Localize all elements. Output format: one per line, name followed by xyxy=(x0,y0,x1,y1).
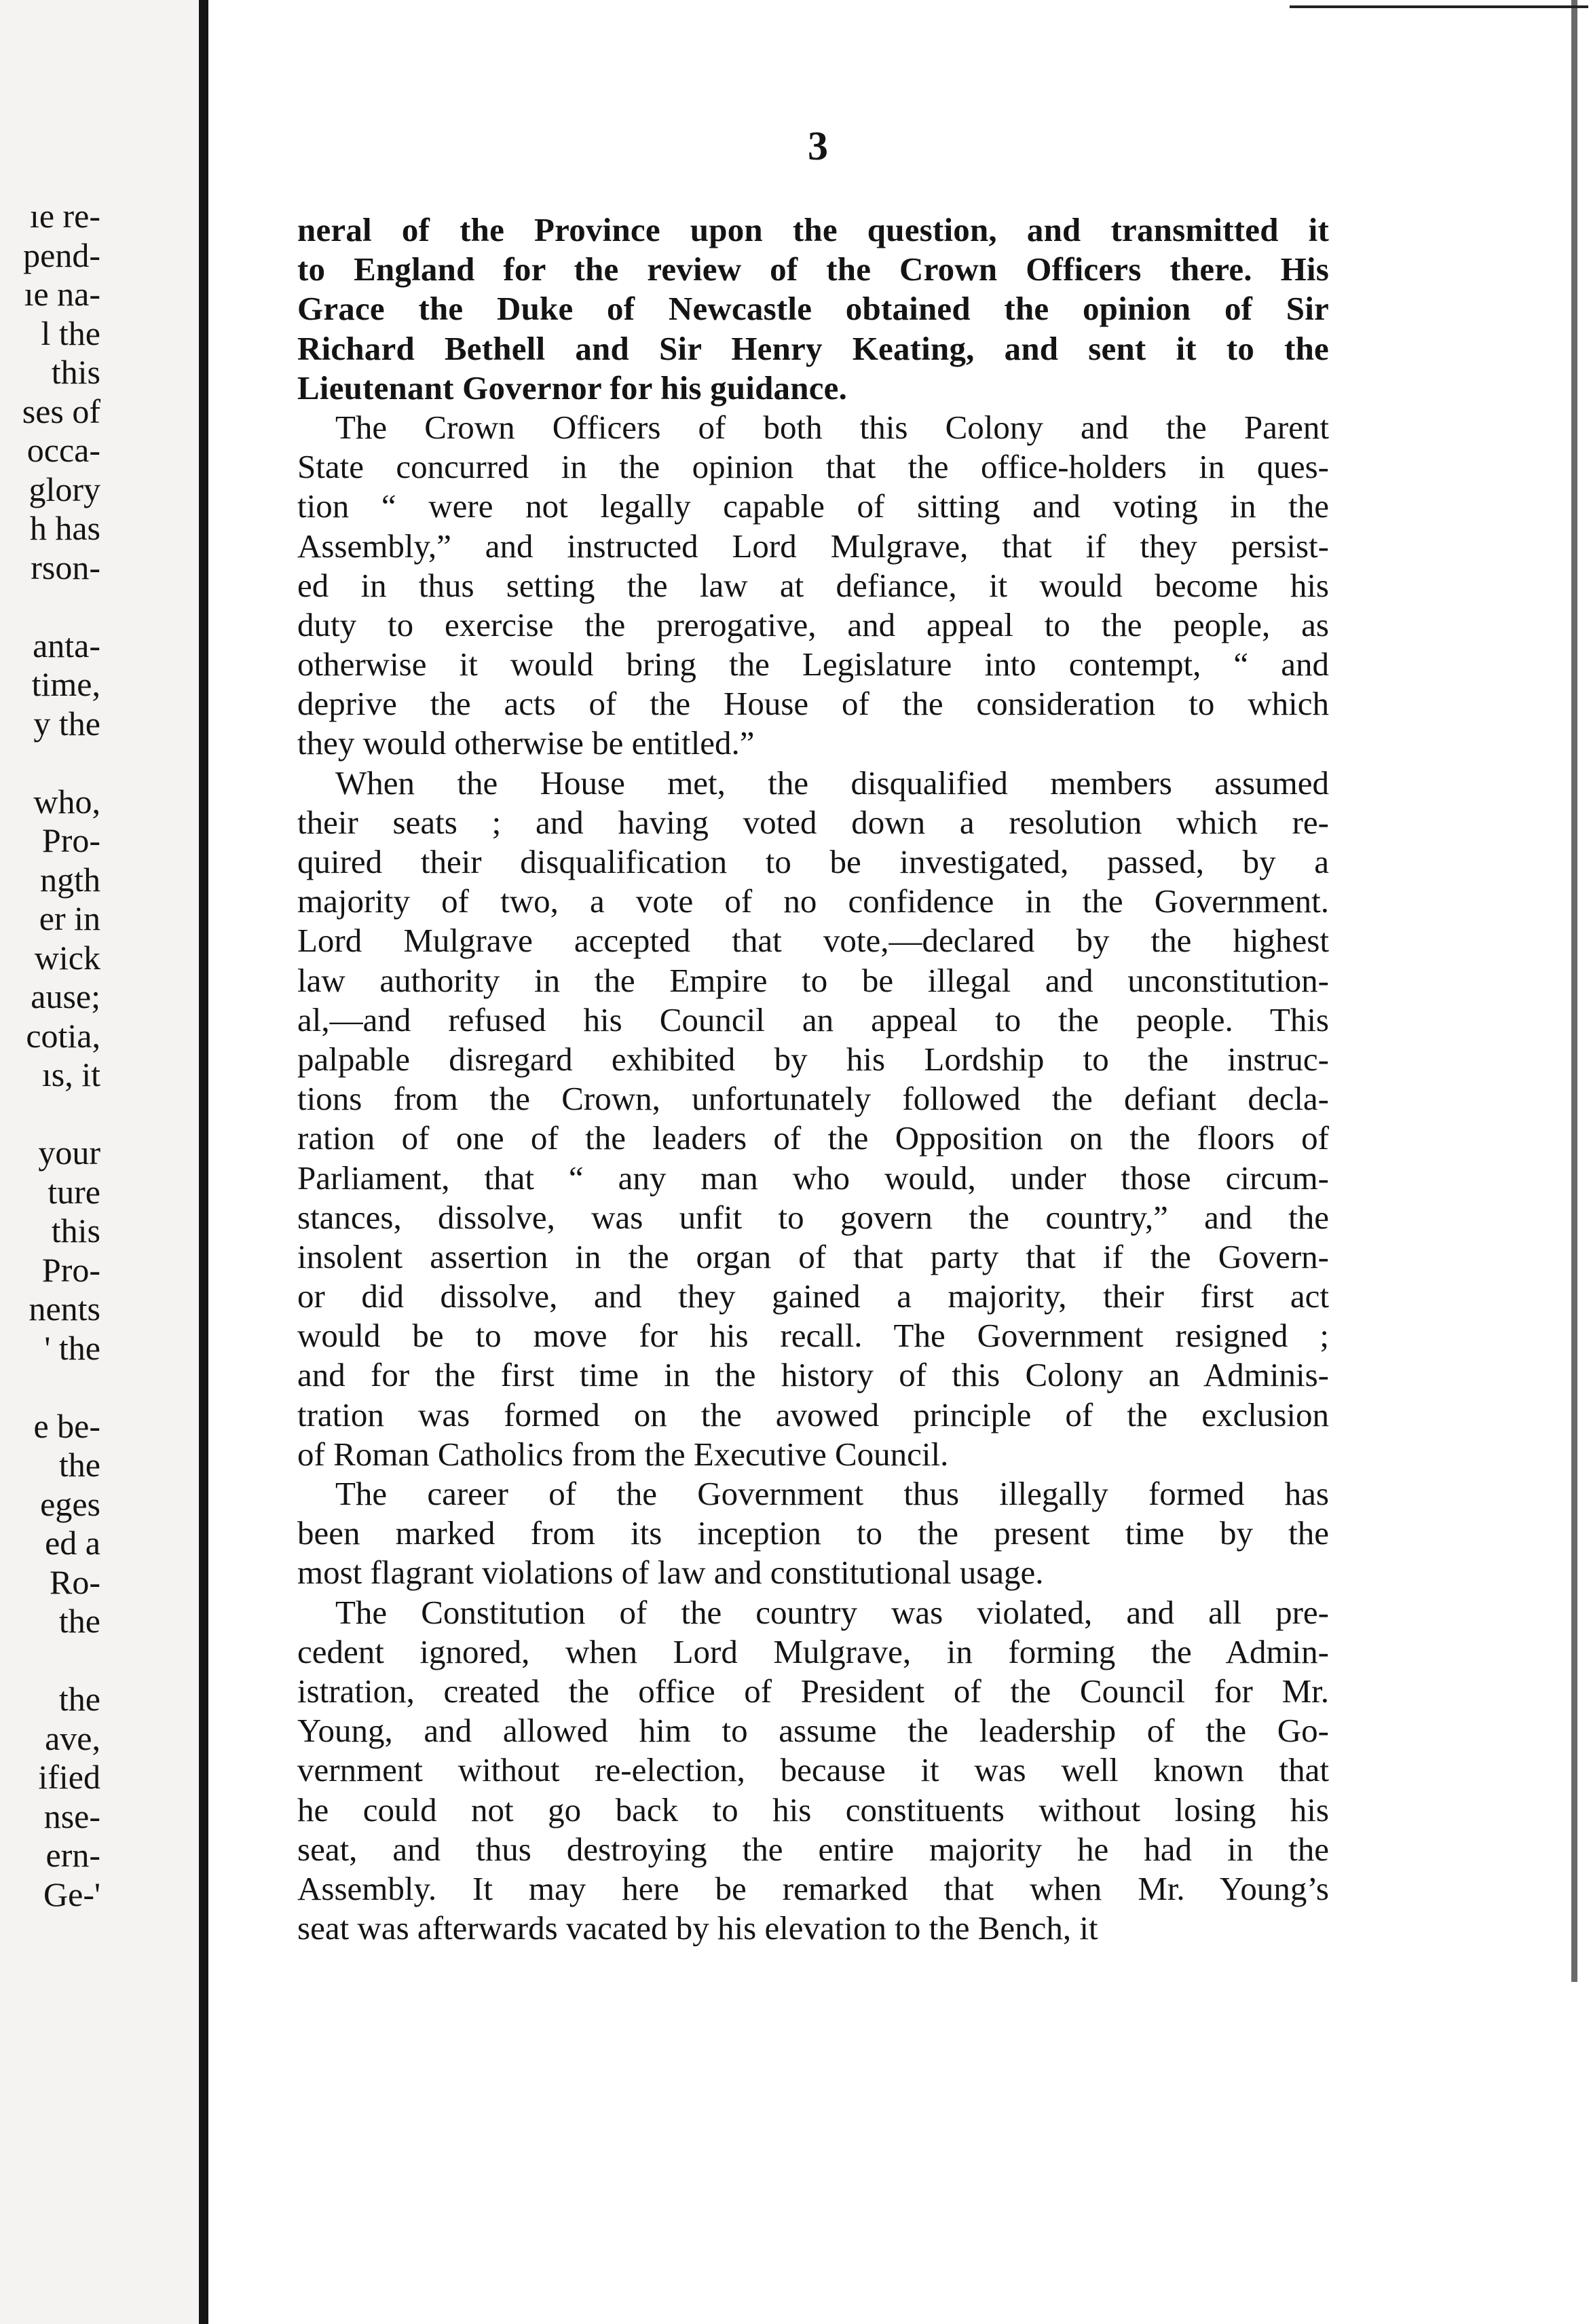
left-page-line: occa- xyxy=(26,431,100,469)
text-line: Parliament, that “ any man who would, under those circum- xyxy=(297,1159,1329,1197)
text-line: The career of the Government thus illegally formed has xyxy=(335,1475,1329,1512)
left-page-line: ed a xyxy=(45,1524,100,1562)
left-page-line: who, xyxy=(33,782,100,821)
left-page-line: eges xyxy=(40,1484,100,1523)
text-line: ration of one of the leaders of the Opposition on the floors of xyxy=(297,1119,1329,1157)
left-page-line: h has xyxy=(29,509,100,547)
left-page-line: cotia, xyxy=(26,1016,100,1055)
text-line: cedent ignored, when Lord Mulgrave, in forming the Admin- xyxy=(297,1632,1329,1670)
left-page-line: Ro- xyxy=(50,1562,100,1601)
text-line: deprive the acts of the House of the consideration to which xyxy=(297,685,1329,723)
left-page-line: ave, xyxy=(45,1719,100,1757)
left-page-text xyxy=(5,197,100,1914)
left-page-line: rson- xyxy=(31,548,100,586)
text-line: been marked from its inception to the present time by the xyxy=(297,1514,1329,1552)
text-line: otherwise it would bring the Legislature into contempt, “ and xyxy=(297,645,1329,683)
top-edge-rule xyxy=(1290,5,1588,8)
left-page-line: ıe re- xyxy=(29,197,100,235)
page-gutter xyxy=(199,0,208,2324)
left-page-line: the xyxy=(58,1446,100,1484)
text-line: seat was afterwards vacated by his elevation to the Bench, it xyxy=(297,1909,1098,1947)
text-line: palpable disregard exhibited by his Lordship to the instruc- xyxy=(297,1040,1329,1078)
text-line: Assembly. It may here be remarked that when Mr. Young’s xyxy=(297,1869,1329,1907)
text-line: vernment without re-election, because it was well known that xyxy=(297,1751,1329,1789)
left-page-line: time, xyxy=(31,665,100,703)
text-line: State concurred in the opinion that the office-holders in ques- xyxy=(297,448,1329,486)
left-page-line xyxy=(5,1095,100,1134)
text-line: tion “ were not legally capable of sitting and voting in the xyxy=(297,487,1329,525)
text-line: and for the first time in the history of this Colony an Adminis- xyxy=(297,1356,1329,1394)
text-line: of Roman Catholics from the Executive Council. xyxy=(297,1435,949,1473)
left-page-line xyxy=(5,743,100,783)
left-page-line: nents xyxy=(29,1290,100,1328)
left-page-line: l the xyxy=(41,314,100,352)
text-line: most flagrant violations of law and constitutional usage. xyxy=(297,1554,1044,1592)
text-line: Lord Mulgrave accepted that vote,—declared by the highest xyxy=(297,922,1329,960)
text-line: ed in thus setting the law at defiance, it would become his xyxy=(297,566,1329,604)
text-line: The Crown Officers of both this Colony and the Parent xyxy=(335,408,1329,446)
left-page-line: ause; xyxy=(31,977,100,1015)
text-line: law authority in the Empire to be illegal and unconstitution- xyxy=(297,961,1329,999)
text-line: When the House met, the disqualified members assumed xyxy=(335,764,1329,802)
left-page-line: ern- xyxy=(45,1836,100,1874)
left-page-line xyxy=(5,1368,100,1407)
left-page-line: ified xyxy=(38,1758,100,1796)
text-line: duty to exercise the prerogative, and appeal to the people, as xyxy=(297,605,1329,643)
left-page-line: ıe na- xyxy=(24,275,100,313)
body-text xyxy=(297,210,1329,1948)
text-line: Grace the Duke of Newcastle obtained the opinion of Sir xyxy=(297,290,1329,328)
text-line: Assembly,” and instructed Lord Mulgrave, that if they persist- xyxy=(297,527,1329,565)
text-line: neral of the Province upon the question, and transmitted it xyxy=(297,211,1329,248)
text-line: seat, and thus destroying the entire majority he had in the xyxy=(297,1830,1329,1868)
text-line: The Constitution of the country was violated, and all pre- xyxy=(335,1593,1329,1631)
text-line: quired their disqualification to be investigated, passed, by a xyxy=(297,843,1329,880)
left-page-line: this xyxy=(51,353,100,391)
text-line: istration, created the office of President of the Council for Mr. xyxy=(297,1672,1329,1710)
left-page-line: ngth xyxy=(40,860,100,899)
left-page-line: nse- xyxy=(43,1797,100,1835)
left-page-line: ture xyxy=(48,1172,100,1211)
text-line: to England for the review of the Crown Officers there. His xyxy=(297,250,1329,288)
text-line: tions from the Crown, unfortunately followed the defiant decla- xyxy=(297,1080,1329,1118)
left-page-line xyxy=(5,1641,100,1681)
text-line: Young, and allowed him to assume the leadership of the Go- xyxy=(297,1712,1329,1750)
left-page-line: your xyxy=(38,1133,100,1172)
text-line: al,—and refused his Council an appeal to the people. This xyxy=(297,1000,1329,1038)
left-page-line: ses of xyxy=(22,392,100,430)
text-line: would be to move for his recall. The Government resigned ; xyxy=(297,1317,1329,1355)
text-line: insolent assertion in the organ of that party that if the Govern- xyxy=(297,1237,1329,1275)
left-page-line: Pro- xyxy=(41,1250,100,1289)
left-page-line: wick xyxy=(34,938,100,977)
text-line: majority of two, a vote of no confidence in the Government. xyxy=(297,882,1329,920)
text-line: their seats ; and having voted down a resolution which re- xyxy=(297,803,1329,841)
left-page-line xyxy=(5,587,100,626)
left-page-line: pend- xyxy=(23,236,100,274)
left-page-line: ' the xyxy=(44,1328,100,1367)
left-page-line: the xyxy=(58,1680,100,1718)
text-line: or did dissolve, and they gained a majority, their first act xyxy=(297,1277,1329,1315)
text-line: stances, dissolve, was unfit to govern the country,” and the xyxy=(297,1198,1329,1236)
page-edge-rule xyxy=(1571,0,1577,1982)
left-page-line: glory xyxy=(29,470,100,508)
left-page-line: the xyxy=(58,1602,100,1640)
text-line: Lieutenant Governor for his guidance. xyxy=(297,369,848,407)
text-line: Richard Bethell and Sir Henry Keating, and sent it to the xyxy=(297,329,1329,367)
left-page-line: anta- xyxy=(33,626,100,664)
left-page-line: Pro- xyxy=(41,821,100,859)
left-page-line: ıs, it xyxy=(41,1055,100,1093)
text-line: he could not go back to his constituents without losing his xyxy=(297,1791,1329,1829)
text-line: tration was formed on the avowed principle of the exclusion xyxy=(297,1395,1329,1433)
text-line: they would otherwise be entitled.” xyxy=(297,724,755,762)
left-facing-page xyxy=(0,0,200,2324)
left-page-line: this xyxy=(51,1212,100,1250)
left-page-line: e be- xyxy=(33,1406,100,1445)
left-page-line: er in xyxy=(39,899,100,937)
left-page-line: y the xyxy=(33,704,100,743)
page-number: 3 xyxy=(808,124,828,168)
left-page-line: Ge-' xyxy=(43,1875,100,1913)
